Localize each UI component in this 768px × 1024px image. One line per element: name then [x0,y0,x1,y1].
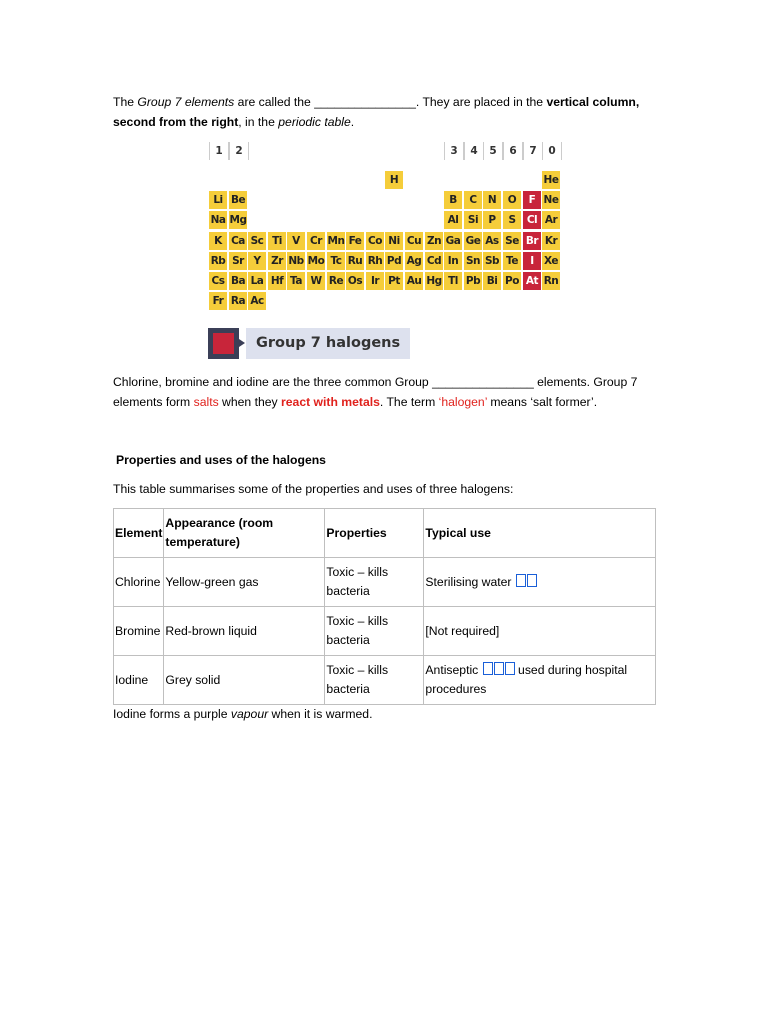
element-cell-h: H [385,171,403,189]
element-cell-ga: Ga [444,232,462,250]
element-cell-b: B [444,191,462,209]
element-cell-po: Po [503,272,521,290]
table-row [114,558,656,607]
link-icon[interactable] [505,662,515,675]
cell-element: Chlorine [114,558,164,607]
element-cell-tl: Tl [444,272,462,290]
element-cell-ru: Ru [346,252,364,270]
header-properties: Properties [325,509,424,558]
element-cell-br: Br [523,232,541,250]
element-cell-na: Na [209,211,227,229]
element-cell-ti: Ti [268,232,286,250]
element-cell-ra: Ra [229,292,247,310]
element-cell-pd: Pd [385,252,403,270]
element-cell-v: V [287,232,305,250]
cell-properties: Toxic – kills bacteria [325,558,424,607]
element-cell-f: F [523,191,541,209]
link-icon[interactable] [527,574,537,587]
table-header-row [114,509,656,558]
cell-properties: Toxic – kills bacteria [325,656,424,705]
element-cell-se: Se [503,232,521,250]
element-cell-sb: Sb [483,252,501,270]
element-cell-n: N [483,191,501,209]
element-cell-zr: Zr [268,252,286,270]
element-cell-sc: Sc [248,232,266,250]
element-cell-hf: Hf [268,272,286,290]
element-cell-mg: Mg [229,211,247,229]
element-cell-xe: Xe [542,252,560,270]
element-cell-si: Si [464,211,482,229]
header-appearance: Appearance (room temperature) [164,509,325,558]
element-cell-at: At [523,272,541,290]
element-cell-he: He [542,171,560,189]
element-cell-la: La [248,272,266,290]
link-icon[interactable] [494,662,504,675]
element-cell-cr: Cr [307,232,325,250]
element-cell-ta: Ta [287,272,305,290]
cell-appearance: Red-brown liquid [164,607,325,656]
element-cell-kr: Kr [542,232,560,250]
element-cell-al: Al [444,211,462,229]
element-cell-co: Co [366,232,384,250]
group-header: 2 [229,142,249,160]
element-cell-k: K [209,232,227,250]
intro-paragraph: The Group 7 elements are called the _______________. They are placed in the vertical column, second from the right, in the periodic table. [113,95,640,129]
element-cell-sn: Sn [464,252,482,270]
element-cell-w: W [307,272,325,290]
table-row [114,607,656,656]
table-intro: This table summarises some of the properties and uses of three halogens: [113,482,514,496]
cell-typical-use: Sterilising water [424,558,656,607]
group-header: 4 [464,142,484,160]
element-cell-ag: Ag [405,252,423,270]
element-cell-hg: Hg [425,272,443,290]
element-cell-ne: Ne [542,191,560,209]
element-cell-ni: Ni [385,232,403,250]
element-cell-os: Os [346,272,364,290]
legend-label: Group 7 halogens [246,328,410,359]
group-header: 6 [503,142,523,160]
element-cell-mn: Mn [327,232,345,250]
element-cell-i: I [523,252,541,270]
group-header: 7 [523,142,543,160]
element-cell-fr: Fr [209,292,227,310]
element-cell-as: As [483,232,501,250]
element-cell-cu: Cu [405,232,423,250]
element-cell-s: S [503,211,521,229]
element-cell-cl: Cl [523,211,541,229]
element-cell-pt: Pt [385,272,403,290]
legend-arrow-icon [239,339,245,347]
element-cell-sr: Sr [229,252,247,270]
element-cell-au: Au [405,272,423,290]
cell-typical-use: Antiseptic used during hospital procedures [424,656,656,705]
halogen-paragraph: Chlorine, bromine and iodine are the three common Group _______________ elements. Group 7 elements form salts when they react with metals. The term ‘halogen’ means ‘salt former’. [113,375,638,409]
element-cell-fe: Fe [346,232,364,250]
element-cell-ar: Ar [542,211,560,229]
element-cell-mo: Mo [307,252,325,270]
table-row [114,656,656,705]
header-typical-use: Typical use [424,509,656,558]
element-cell-ac: Ac [248,292,266,310]
halogen-properties-table [113,508,656,705]
group-header: 1 [209,142,229,160]
element-cell-rb: Rb [209,252,227,270]
element-cell-pb: Pb [464,272,482,290]
header-element: Element [114,509,164,558]
cell-appearance: Grey solid [164,656,325,705]
cell-appearance: Yellow-green gas [164,558,325,607]
element-cell-zn: Zn [425,232,443,250]
element-cell-tc: Tc [327,252,345,270]
element-cell-in: In [444,252,462,270]
section-heading: Properties and uses of the halogens [116,453,326,467]
group-header: 3 [444,142,464,160]
group-header: 0 [542,142,562,160]
element-cell-rn: Rn [542,272,560,290]
cell-element: Iodine [114,656,164,705]
element-cell-ir: Ir [366,272,384,290]
element-cell-cs: Cs [209,272,227,290]
element-cell-rh: Rh [366,252,384,270]
footer-line: Iodine forms a purple vapour when it is warmed. [113,707,373,721]
link-icon[interactable] [483,662,493,675]
link-icon[interactable] [516,574,526,587]
element-cell-be: Be [229,191,247,209]
cell-typical-use: [Not required] [424,607,656,656]
element-cell-ge: Ge [464,232,482,250]
element-cell-re: Re [327,272,345,290]
cell-properties: Toxic – kills bacteria [325,607,424,656]
element-cell-y: Y [248,252,266,270]
element-cell-li: Li [209,191,227,209]
group-header: 5 [483,142,503,160]
element-cell-te: Te [503,252,521,270]
element-cell-o: O [503,191,521,209]
element-cell-bi: Bi [483,272,501,290]
halogen-swatch [208,328,239,359]
element-cell-ba: Ba [229,272,247,290]
element-cell-cd: Cd [425,252,443,270]
cell-element: Bromine [114,607,164,656]
element-cell-ca: Ca [229,232,247,250]
element-cell-c: C [464,191,482,209]
element-cell-p: P [483,211,501,229]
element-cell-nb: Nb [287,252,305,270]
